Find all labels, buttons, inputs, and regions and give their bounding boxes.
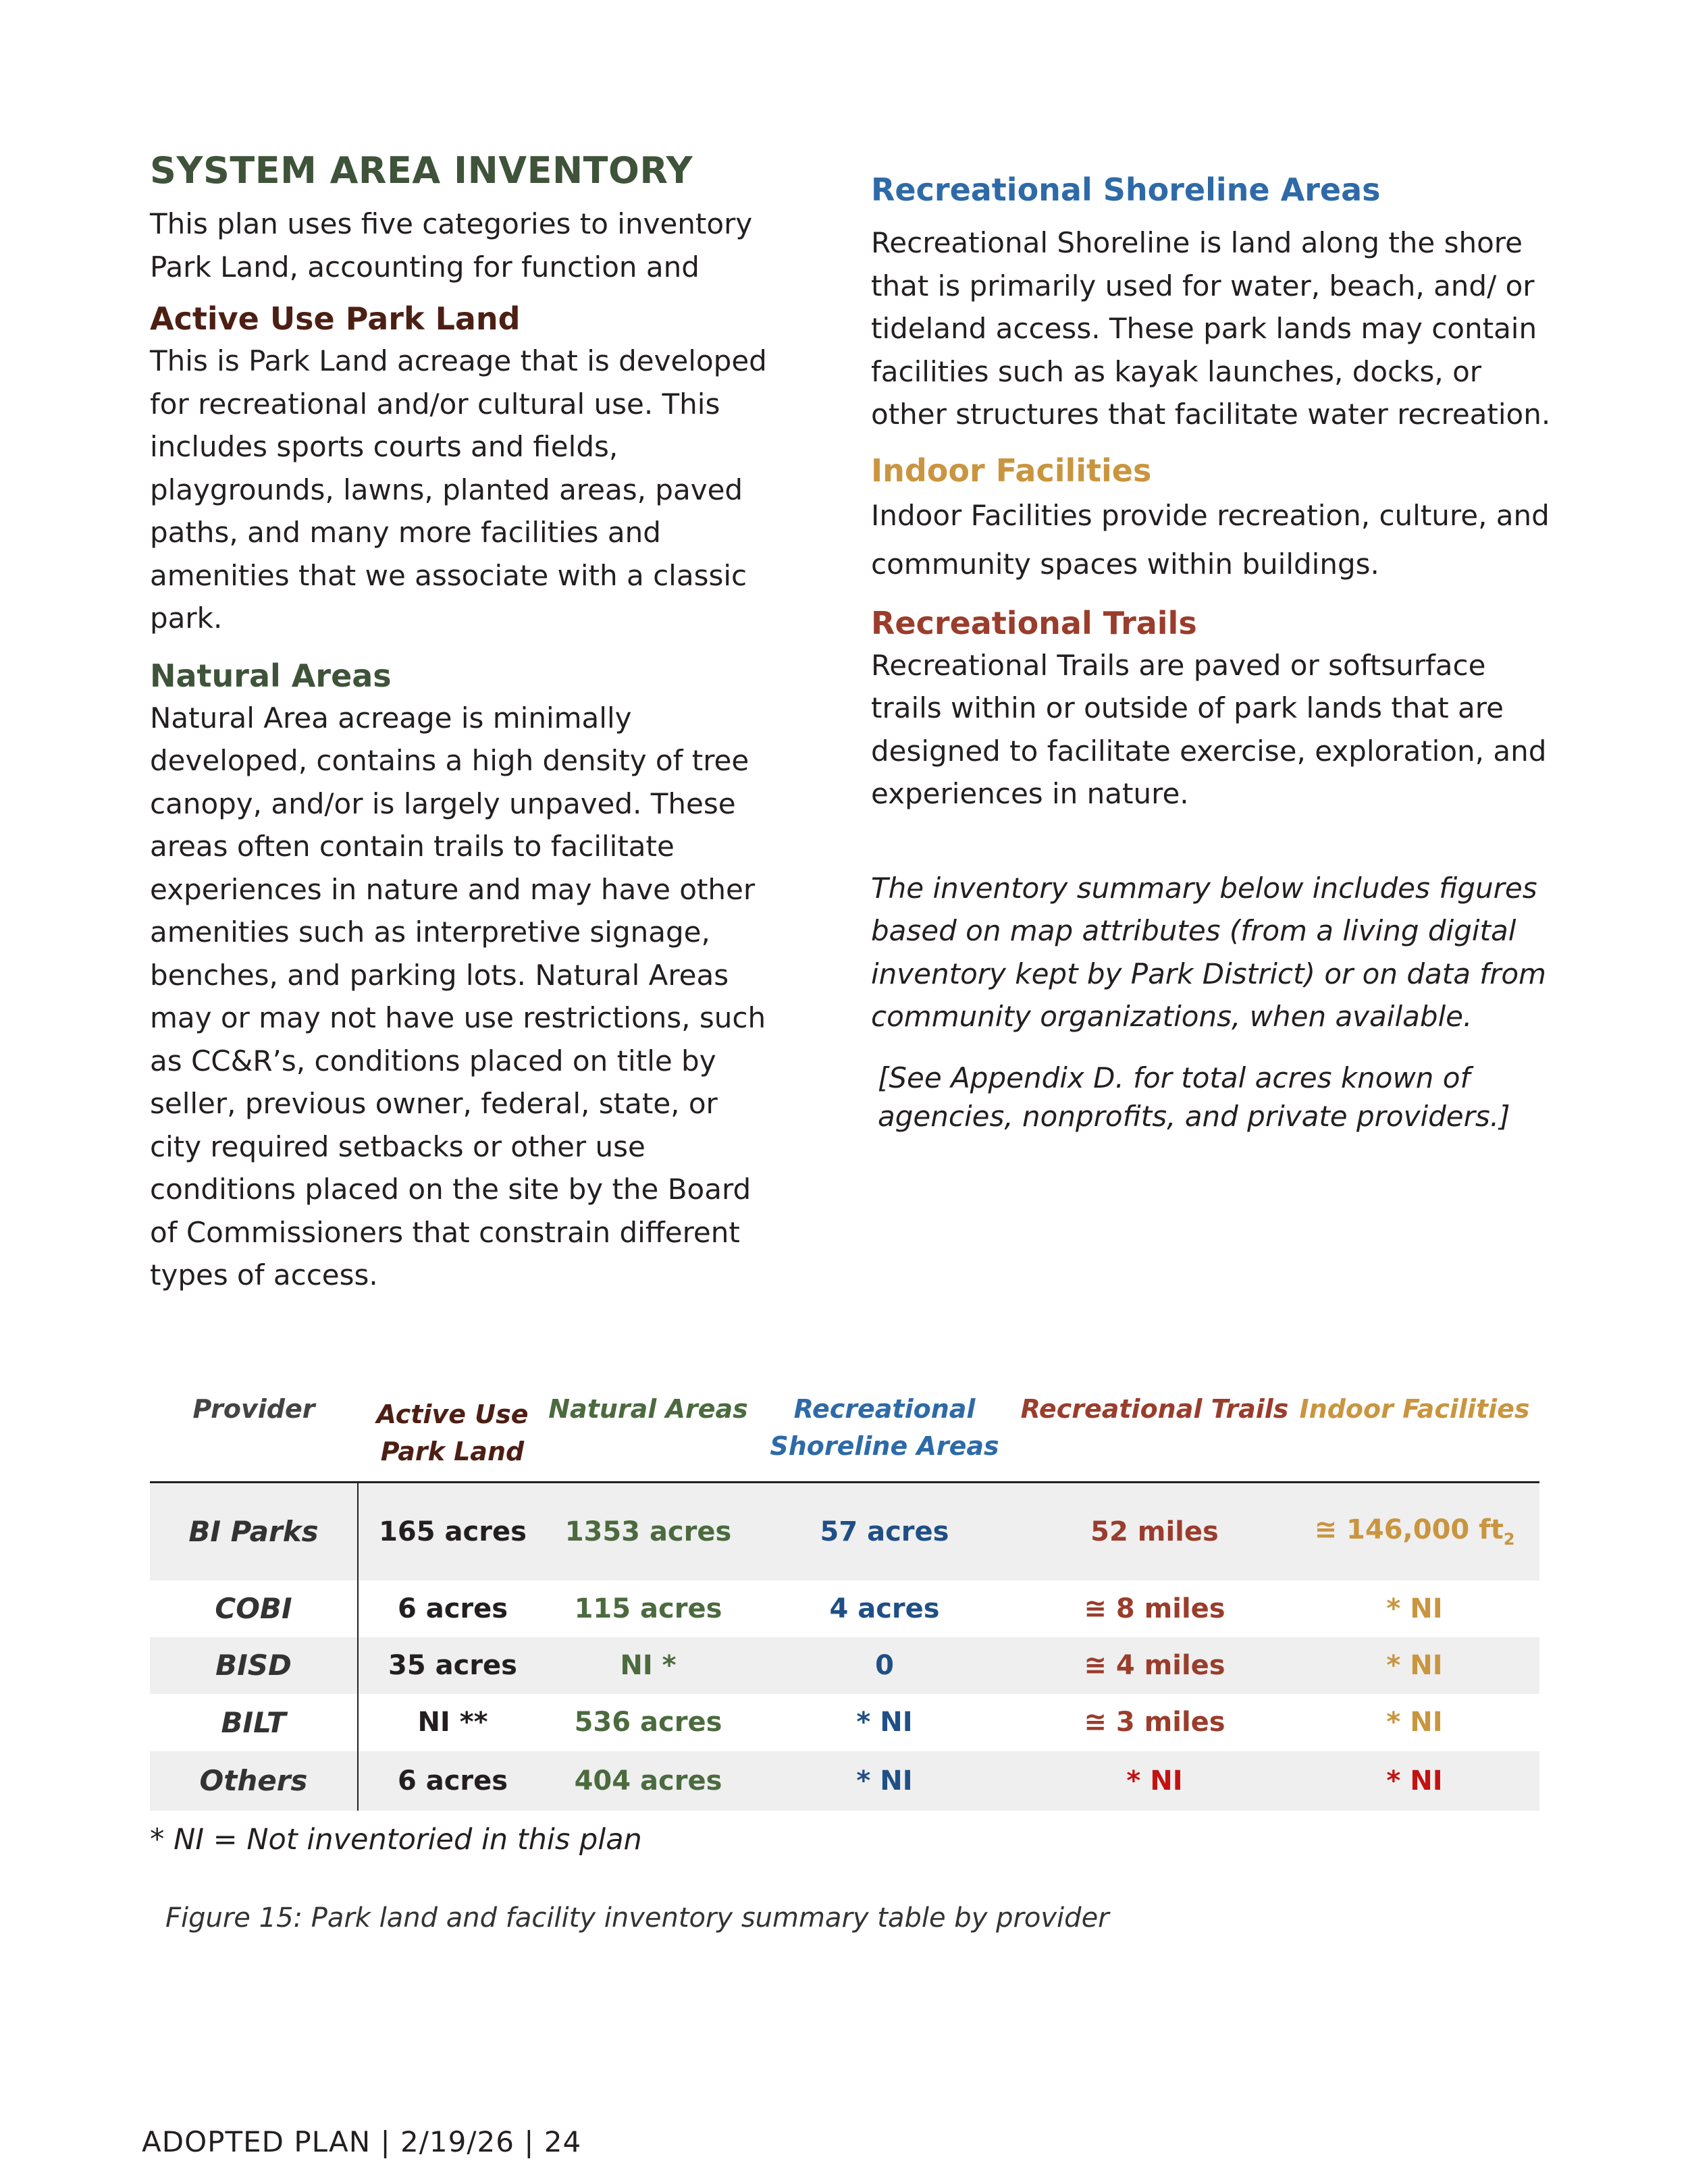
page-footer: ADOPTED PLAN | 2/19/26 | 24	[142, 2125, 582, 2158]
shoreline-cell: 0	[875, 1649, 894, 1681]
active-cell: 6 acres	[397, 1765, 508, 1796]
active-cell: 165 acres	[379, 1516, 527, 1547]
shoreline-paragraph: Recreational Shoreline is land along the shore that is primarily used for water, beach, and/ or tideland access. These park lands may contain facilities such as kayak launches, docks, or other structures that facilitate water recreation.	[871, 226, 1551, 431]
provider-cell: BI Parks	[150, 1483, 358, 1580]
shoreline-cell: * NI	[856, 1765, 913, 1796]
shoreline-cell: 57 acres	[820, 1516, 949, 1547]
natural-cell: 536 acres	[574, 1707, 722, 1738]
provider-cell: BISD	[150, 1637, 358, 1694]
figure-caption: Figure 15: Park land and facility inventory summary table by provider	[165, 1902, 1109, 1934]
trails-cell: ≅ 3 miles	[1084, 1707, 1225, 1738]
table-row	[150, 1483, 1539, 1580]
trails-paragraph: Recreational Trails are paved or softsurface trails within or outside of park lands that are designed to facilitate exercise, exploration, and experiences in nature.	[871, 648, 1547, 810]
natural-cell: 1353 acres	[564, 1516, 732, 1547]
indoor-value: ≅ 146,000 ft	[1314, 1514, 1504, 1546]
natural-cell: 115 acres	[574, 1593, 722, 1624]
provider-cell: Others	[150, 1751, 358, 1811]
header-shoreline: Recreational Shoreline Areas	[770, 1394, 999, 1461]
squared-exponent: 2	[1503, 1530, 1515, 1549]
trails-cell: ≅ 4 miles	[1084, 1649, 1225, 1681]
active-cell: NI **	[417, 1707, 488, 1738]
table-row	[150, 1637, 1539, 1694]
natural-areas-paragraph: Natural Area acreage is minimally developed, contains a high density of tree canopy, and/or is largely unpaved. These areas often contain trails to facilitate experiences in nature and may have other amenities such as interpretive signage, benches, and parking lots. Natural Areas may or may not have use restrictions, such as CC&R’s, conditions placed on title by seller, previous owner, federal, state, or city required setbacks or other use conditions placed on the site by the Board of Commissioners that constrain different types of access.	[150, 701, 766, 1291]
active-use-paragraph: This is Park Land acreage that is developed for recreational and/or cultural use. This includes sports courts and fields, playgrounds, lawns, planted areas, paved paths, and many more facilities and amenities that we associate with a classic park.	[150, 344, 767, 635]
table-row	[150, 1751, 1539, 1811]
table-header-row	[150, 1384, 1539, 1483]
appendix-note: [See Appendix D. for total acres known of agencies, nonprofits, and private providers.]	[878, 1061, 1510, 1133]
active-cell: 35 acres	[388, 1649, 517, 1681]
trails-cell: 52 miles	[1090, 1516, 1219, 1547]
inventory-summary-note: The inventory summary below includes figures based on map attributes (from a living digital inventory kept by Park District) or on data from community organizations, when available.	[871, 871, 1546, 1033]
provider-cell: BILT	[150, 1694, 358, 1751]
shoreline-heading: Recreational Shoreline Areas	[871, 171, 1381, 208]
header-indoor: Indoor Facilities	[1299, 1394, 1530, 1424]
trails-heading: Recreational Trails	[871, 604, 1197, 641]
inventory-table	[150, 1384, 1539, 1811]
indoor-cell: * NI	[1386, 1765, 1443, 1796]
natural-cell: 404 acres	[574, 1765, 722, 1796]
header-trails: Recreational Trails	[1020, 1394, 1289, 1424]
indoor-cell	[1290, 1483, 1539, 1580]
active-use-heading: Active Use Park Land	[150, 300, 521, 337]
shoreline-cell: * NI	[856, 1707, 913, 1738]
right-column	[871, 169, 1553, 1136]
header-active-use: Active Use Park Land	[376, 1400, 529, 1466]
indoor-facilities-paragraph: Indoor Facilities provide recreation, culture, and community spaces within buildings.	[871, 498, 1550, 581]
indoor-cell: * NI	[1386, 1649, 1443, 1681]
table-row	[150, 1694, 1539, 1751]
indoor-cell: * NI	[1386, 1707, 1443, 1738]
trails-cell: ≅ 8 miles	[1084, 1593, 1225, 1624]
natural-areas-heading: Natural Areas	[150, 657, 392, 694]
provider-cell: COBI	[150, 1580, 358, 1637]
active-cell: 6 acres	[397, 1593, 508, 1624]
header-provider: Provider	[192, 1394, 315, 1424]
indoor-facilities-heading: Indoor Facilities	[871, 452, 1152, 489]
header-natural-areas: Natural Areas	[548, 1394, 748, 1424]
page-title: SYSTEM AREA INVENTORY	[150, 149, 693, 192]
left-column	[150, 147, 771, 1297]
indoor-cell: * NI	[1386, 1593, 1443, 1624]
shoreline-cell: 4 acres	[829, 1593, 940, 1624]
footnote: * NI = Not inventoried in this plan	[150, 1823, 642, 1857]
table-row	[150, 1580, 1539, 1637]
intro-paragraph: This plan uses five categories to inventory Park Land, accounting for function and	[150, 207, 753, 284]
trails-cell: * NI	[1126, 1765, 1183, 1796]
natural-cell: NI *	[620, 1649, 677, 1681]
